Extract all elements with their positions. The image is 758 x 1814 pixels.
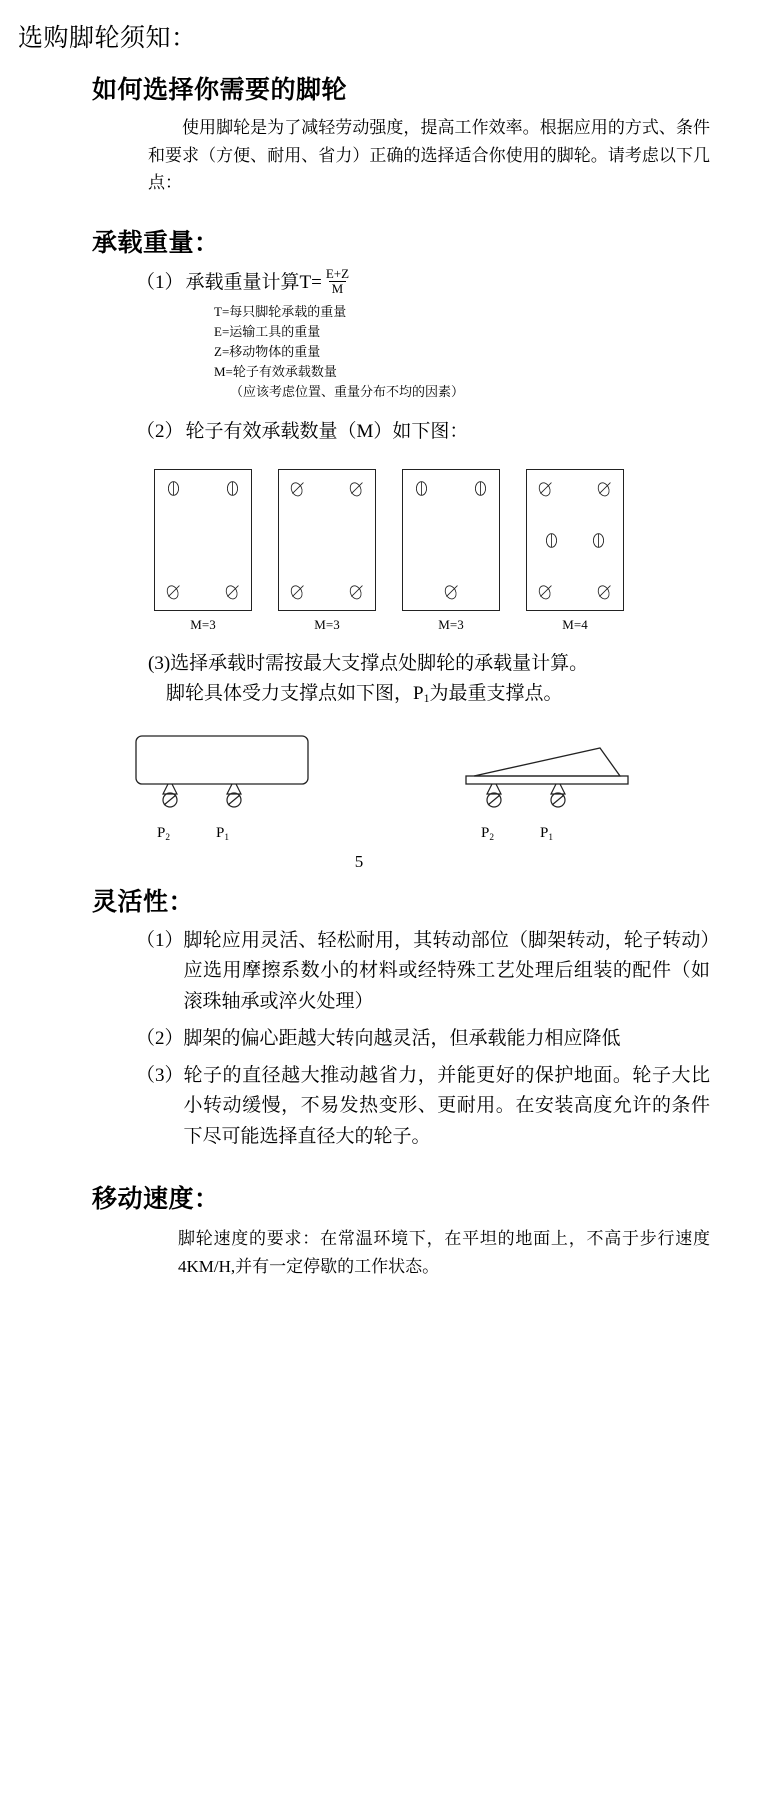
legend-line-t: T=每只脚轮承载的重量 (214, 303, 347, 319)
swivel-caster-icon (596, 480, 613, 497)
formula-denominator: M (329, 281, 347, 296)
cart-label: M=3 (438, 616, 464, 632)
swivel-caster-icon (165, 583, 182, 600)
cart-diagram-1 (154, 469, 252, 633)
list-item-text: 脚轮应用灵活、轻松耐用，其转动部位（脚架转动，轮子转动）应选用摩擦系数小的材料或经特殊工艺处理后组装的配件（如滚珠轴承或淬火处理） (183, 929, 710, 1013)
loadpoint-label-p1: $P_1$ (540, 824, 553, 843)
swivel-caster-icon (348, 583, 365, 600)
load-item-3-subscript: 1 (423, 692, 430, 706)
cart-diagram-2 (278, 469, 376, 633)
speed-paragraph: 脚轮速度的要求：在常温环境下，在平坦的地面上，不高于步行速度4KM/H,并有一定停歇的工作状态。 (178, 1229, 710, 1276)
cart-label: M=3 (190, 616, 216, 632)
flat-load-diagram (124, 728, 324, 818)
rigid-caster-icon (590, 532, 607, 549)
cart-body (154, 469, 252, 611)
list-item (136, 1024, 710, 1055)
load-formula (322, 265, 353, 298)
load-item-2-label: 轮子有效承载数量（M）如下图： (185, 421, 469, 443)
list-item-number: （1） (136, 929, 184, 951)
swivel-caster-icon (289, 480, 306, 497)
load-item-3-paragraph (18, 649, 740, 710)
swivel-caster-icon (596, 583, 613, 600)
list-item-text: 轮子的直径越大推动越省力，并能更好的保护地面。轮子大比小转动缓慢，不易发热变形、更耐用。在安装高度允许的条件下尽可能选择直径大的轮子。 (183, 1064, 710, 1148)
page-number: 5 (354, 851, 364, 871)
loadpoint-label-p2: $P_2$ (157, 824, 170, 843)
swivel-caster-icon (348, 480, 365, 497)
list-item (136, 1061, 710, 1153)
formula-numerator: E+Z (325, 265, 350, 281)
section-heading-flexibility: 灵活性： (92, 888, 195, 916)
loadpoint-diagram-1 (124, 728, 324, 842)
cart-diagram-4 (526, 469, 624, 633)
loadpoint-diagram-group (18, 728, 740, 842)
cart-body (526, 469, 624, 611)
load-item-2-row (18, 418, 740, 447)
cart-body (278, 469, 376, 611)
rigid-caster-icon (413, 480, 430, 497)
swivel-caster-icon (289, 583, 306, 600)
inclined-load-diagram (444, 728, 644, 818)
legend-line-z: Z=移动物体的重量 (214, 343, 321, 359)
loadpoint-1-labels (124, 825, 324, 842)
swivel-caster-icon (443, 583, 460, 600)
swivel-caster-icon (224, 583, 241, 600)
section-heading-speed: 移动速度： (92, 1186, 220, 1213)
flexibility-list (18, 926, 740, 1153)
cart-label: M=4 (562, 616, 588, 632)
list-item (136, 926, 710, 1018)
load-item-3-line2 (148, 679, 716, 709)
load-item-1-label: 承载重量计算T= (185, 271, 322, 293)
cart-diagram-3 (402, 469, 500, 633)
load-formula-row (18, 265, 740, 298)
list-item-text: 脚架的偏心距越大转向越灵活，但承载能力相应降低 (183, 1027, 621, 1049)
loadpoint-diagram-2 (444, 728, 644, 842)
load-item-2-number: （2） (136, 421, 184, 443)
list-item-number: （2） (136, 1027, 184, 1049)
loadpoint-label-p1: $P_1$ (216, 824, 229, 843)
formula-legend (18, 302, 740, 403)
load-item-1-number: （1） (136, 271, 184, 293)
loadpoint-2-labels (444, 825, 644, 842)
rigid-caster-icon (543, 532, 560, 549)
legend-line-e: E=运输工具的重量 (214, 323, 321, 339)
cart-body (402, 469, 500, 611)
legend-line-m: M=轮子有效承载数量 (214, 364, 337, 380)
rigid-caster-icon (472, 480, 489, 497)
legend-line-note: （应该考虑位置、重量分布不均的因素） (230, 384, 465, 400)
swivel-caster-icon (537, 480, 554, 497)
swivel-caster-icon (537, 583, 554, 600)
list-item-number: （3） (136, 1064, 184, 1086)
load-item-3-line2-b: 为最重支撑点。 (429, 683, 563, 705)
cart-diagram-group (18, 469, 740, 633)
page-title: 选购脚轮须知： (18, 25, 197, 52)
loadpoint-label-p2: $P_2$ (481, 824, 494, 843)
load-item-3-line2-a: 脚轮具体受力支撑点如下图，P (166, 683, 424, 705)
section-heading-load-weight: 承载重量： (92, 229, 220, 257)
rigid-caster-icon (165, 480, 182, 497)
cart-label: M=3 (314, 616, 340, 632)
section-heading-how-to-choose: 如何选择你需要的脚轮 (92, 77, 348, 104)
rigid-caster-icon (224, 480, 241, 497)
load-item-3-line1: (3)选择承载时需按最大支撑点处脚轮的承载量计算。 (148, 652, 589, 674)
intro-paragraph: 使用脚轮是为了减轻劳动强度，提高工作效率。根据应用的方式、条件和要求（方便、耐用、省力）正确的选择适合你使用的脚轮。请考虑以下几点： (148, 118, 710, 193)
